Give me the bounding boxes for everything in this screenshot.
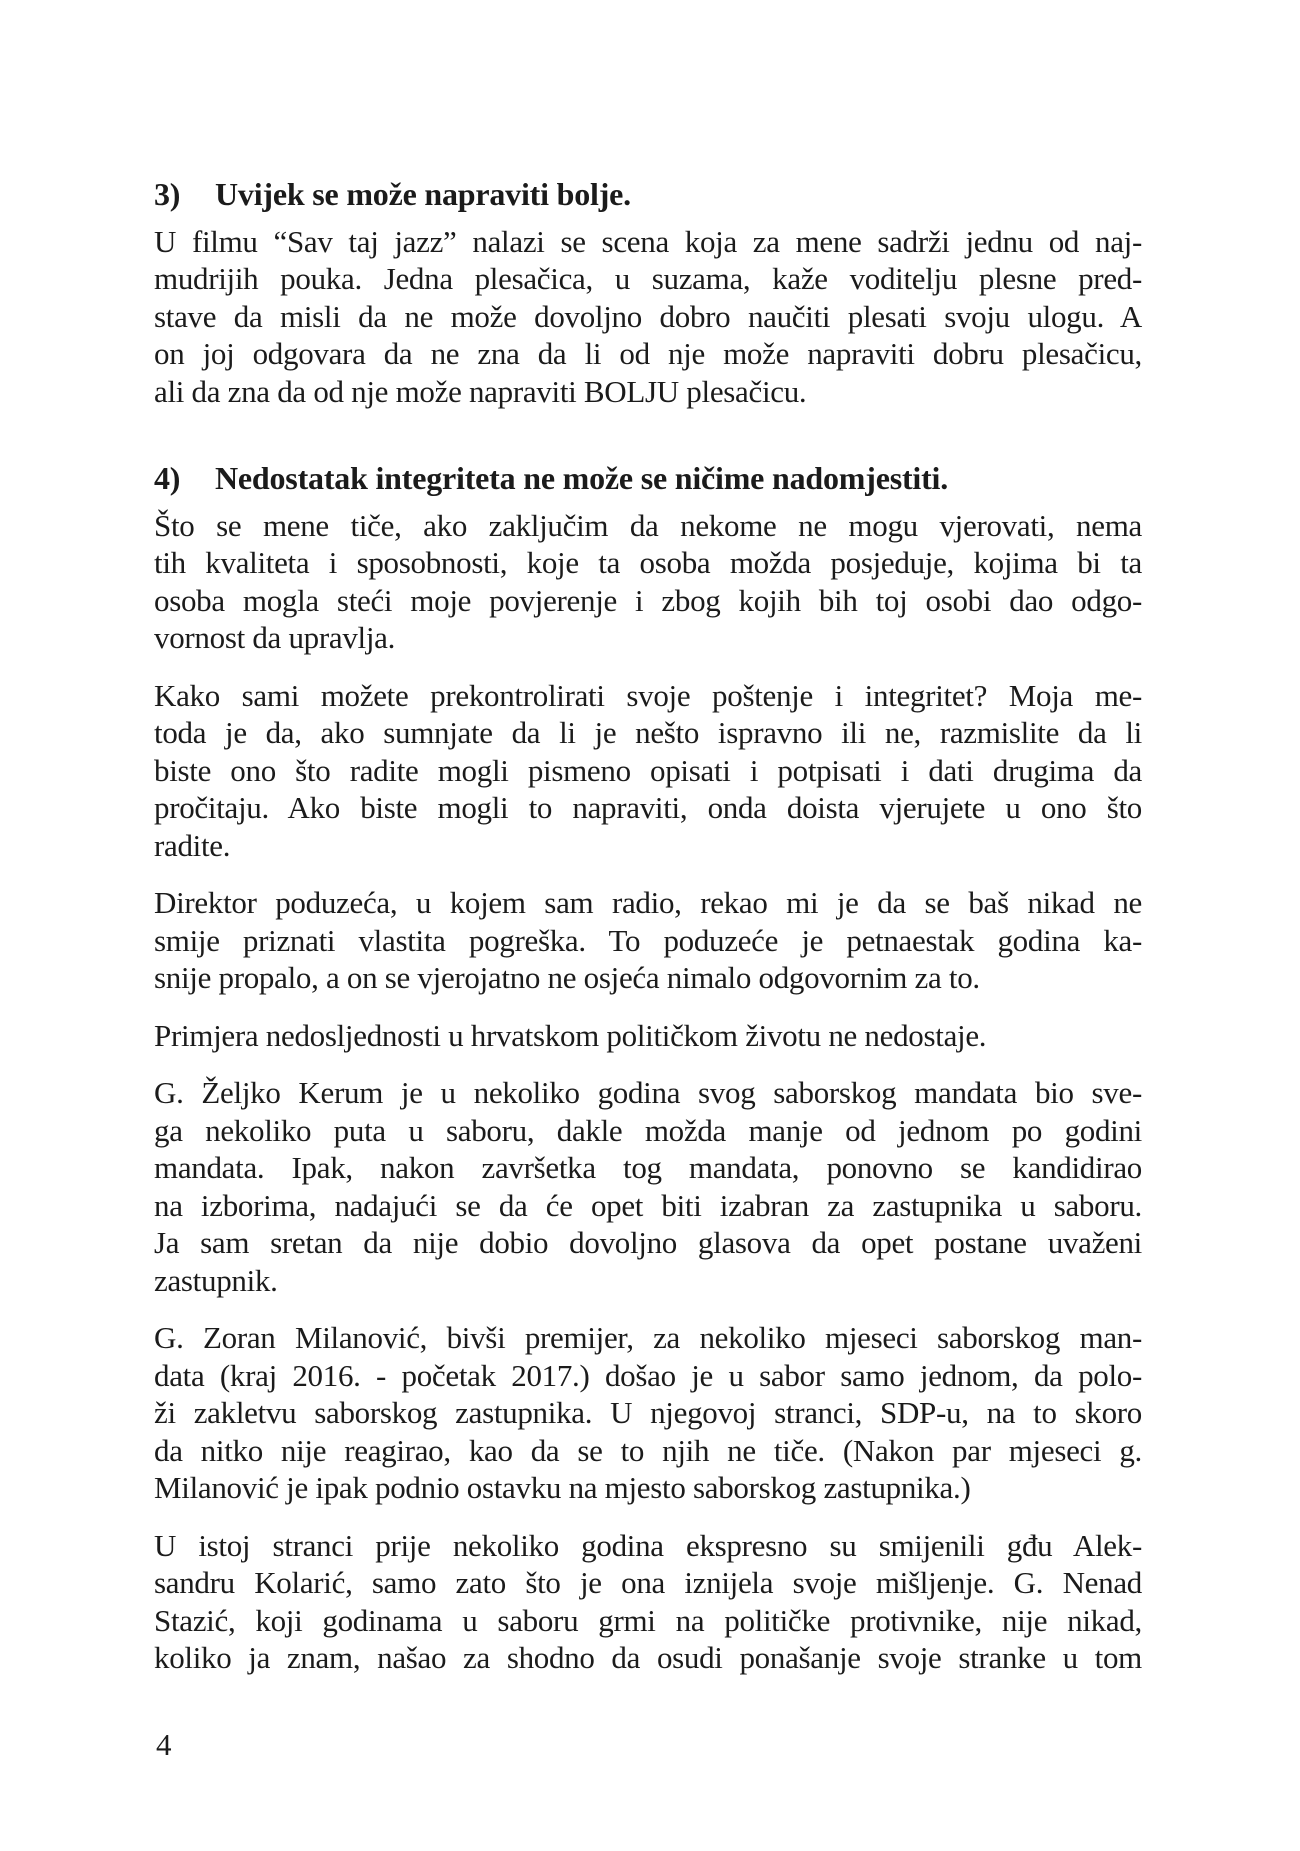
page-number: 4 bbox=[156, 1727, 172, 1762]
text-line: G. Zoran Milanović, bivši premijer, za nekoliko mjeseci saborskog man- bbox=[154, 1320, 1142, 1355]
paragraph bbox=[154, 223, 1142, 411]
text-line: vornost da upravlja. bbox=[154, 620, 396, 655]
text-line: tih kvaliteta i sposobnosti, koje ta osoba možda posjeduje, kojima bi ta bbox=[154, 545, 1142, 580]
text-line: Stazić, koji godinama u saboru grmi na političke protivnike, nije nikad, bbox=[154, 1602, 1142, 1638]
paragraph bbox=[154, 1017, 1142, 1055]
paragraph bbox=[154, 507, 1142, 657]
text-line: ali da zna da od nje može napraviti BOLJU plesačicu. bbox=[154, 373, 807, 409]
text-line: da nitko nije reagirao, kao da se to njih ne tiče. (Nakon par mjeseci g. bbox=[154, 1432, 1142, 1468]
text-line: biste ono što radite mogli pismeno opisati i potpisati i dati drugima da bbox=[154, 752, 1142, 788]
text-line: U filmu “Sav taj jazz” nalazi se scena koja za mene sadrži jednu od naj- bbox=[154, 223, 1142, 259]
page-content bbox=[154, 176, 1142, 1677]
text-line: pročitaju. Ako biste mogli to napraviti, onda doista vjerujete u ono što bbox=[154, 790, 1142, 825]
text-line: koliko ja znam, našao za shodno da osudi ponašanje svoje stranke u tom bbox=[154, 1640, 1142, 1675]
text-line: smije priznati vlastita pogreška. To poduzeće je petnaestak godina ka- bbox=[154, 922, 1142, 958]
text-line: snije propalo, a on se vjerojatno ne osjeća nimalo odgovornim za to. bbox=[154, 960, 980, 995]
text-line: G. Željko Kerum je u nekoliko godina svog saborskog mandata bio sve- bbox=[154, 1075, 1142, 1110]
text-line: Milanović je ipak podnio ostavku na mjesto saborskog zastupnika.) bbox=[154, 1470, 971, 1505]
heading-text: Nedostatak integriteta ne može se ničime nadomjestiti. bbox=[215, 460, 949, 496]
text-line: Ja sam sretan da nije dobio dovoljno glasova da opet postane uvaženi bbox=[154, 1225, 1142, 1260]
text-line: mudrijih pouka. Jedna plesačica, u suzama, kaže voditelju plesne pred- bbox=[154, 261, 1142, 296]
text-line: on joj odgovara da ne zna da li od nje može napraviti dobru plesačicu, bbox=[154, 336, 1142, 371]
text-line: sandru Kolarić, samo zato što je ona iznijela svoje mišljenje. G. Nenad bbox=[154, 1565, 1142, 1600]
text-line: Primjera nedosljednosti u hrvatskom političkom životu ne nedostaje. bbox=[154, 1017, 987, 1053]
paragraph bbox=[154, 1074, 1142, 1299]
text-line: ži zakletvu saborskog zastupnika. U njegovoj stranci, SDP-u, na to skoro bbox=[154, 1395, 1142, 1430]
paragraph bbox=[154, 1319, 1142, 1507]
text-line: mandata. Ipak, nakon završetka tog mandata, ponovno se kandidirao bbox=[154, 1150, 1142, 1185]
text-line: stave da misli da ne može dovoljno dobro naučiti plesati svoju ulogu. A bbox=[154, 298, 1142, 334]
text-line: Kako sami možete prekontrolirati svoje poštenje i integritet? Moja me- bbox=[154, 677, 1142, 713]
heading-number: 3) bbox=[154, 176, 181, 212]
paragraph bbox=[154, 884, 1142, 997]
text-line: osoba mogla steći moje povjerenje i zbog kojih bih toj osobi dao odgo- bbox=[154, 582, 1142, 618]
paragraph bbox=[154, 677, 1142, 865]
text-line: zastupnik. bbox=[154, 1262, 278, 1298]
text-line: na izborima, nadajući se da će opet biti izabran za zastupnika u saboru. bbox=[154, 1187, 1142, 1223]
section-heading bbox=[154, 176, 1142, 214]
text-line: data (kraj 2016. - početak 2017.) došao je u sabor samo jednom, da polo- bbox=[154, 1357, 1142, 1393]
text-line: Direktor poduzeća, u kojem sam radio, rekao mi je da se baš nikad ne bbox=[154, 885, 1142, 920]
text-line: Što se mene tiče, ako zaključim da nekome ne mogu vjerovati, nema bbox=[154, 507, 1142, 543]
heading-number: 4) bbox=[154, 460, 181, 496]
text-line: toda je da, ako sumnjate da li je nešto ispravno ili ne, razmislite da li bbox=[154, 715, 1142, 750]
paragraph bbox=[154, 1527, 1142, 1677]
heading-text: Uvijek se može napraviti bolje. bbox=[215, 176, 631, 212]
text-line: U istoj stranci prije nekoliko godina ekspresno su smijenili gđu Alek- bbox=[154, 1527, 1142, 1563]
text-line: radite. bbox=[154, 827, 231, 863]
section-heading bbox=[154, 460, 1142, 498]
text-line: ga nekoliko puta u saboru, dakle možda manje od jednom po godini bbox=[154, 1112, 1142, 1148]
